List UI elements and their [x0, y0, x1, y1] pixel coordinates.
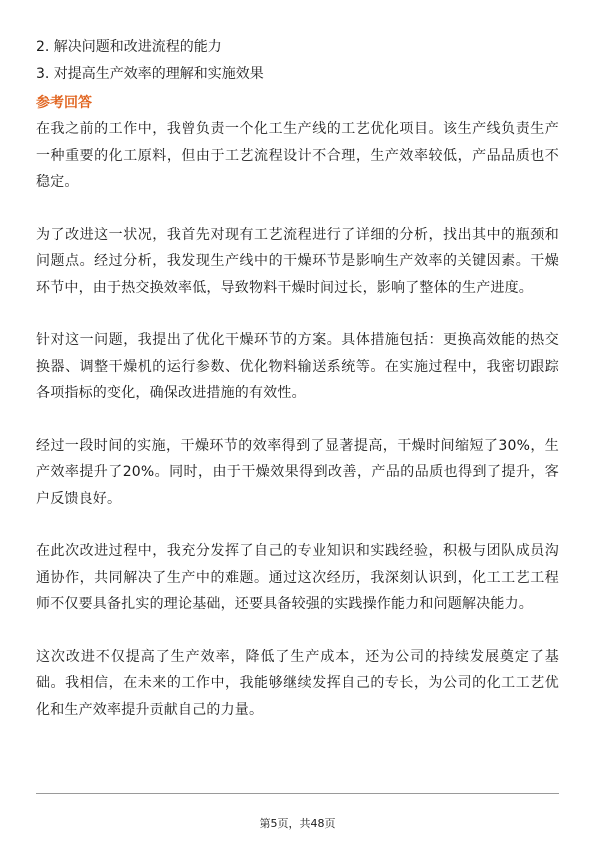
footer-divider	[36, 793, 559, 794]
answer-paragraph-analysis: 为了改进这一状况，我首先对现有工艺流程进行了详细的分析，找出其中的瓶颈和问题点。经过分析，我发现生产线中的干燥环节是影响生产效率的关键因素。干燥环节中，由于热交换效率低，导致物料干燥时间过长，影响了整体的生产进度。	[36, 226, 559, 296]
answer-paragraph-reflection: 在此次改进过程中，我充分发挥了自己的专业知识和实践经验，积极与团队成员沟通协作，共同解决了生产中的难题。通过这次经历，我深刻认识到，化工工艺工程师不仅要具备扎实的理论基础，还要具备较强的实践操作能力和问题解决能力。	[36, 543, 559, 612]
answer-paragraph-background: 在我之前的工作中，我曾负责一个化工生产线的工艺优化项目。该生产线负责生产一种重要的化工原料，但由于工艺流程设计不合理，生产效率较低，产品品质也不稳定。	[36, 121, 559, 190]
criteria-item-2: 2. 解决问题和改进流程的能力	[36, 39, 222, 55]
criteria-item-3: 3. 对提高生产效率的理解和实施效果	[36, 66, 264, 82]
answer-paragraph-results: 经过一段时间的实施，干燥环节的效率得到了显著提高，干燥时间缩短了30%，生产效率提升了20%。同时，由于干燥效果得到改善，产品的品质也得到了提升，客户反馈良好。	[36, 437, 559, 507]
answer-paragraph-solution: 针对这一问题，我提出了优化干燥环节的方案。具体措施包括：更换高效能的热交换器、调整干燥机的运行参数、优化物料输送系统等。在实施过程中，我密切跟踪各项指标的变化，确保改进措施的有效性。	[36, 332, 559, 401]
answer-paragraph-conclusion: 这次改进不仅提高了生产效率，降低了生产成本，还为公司的持续发展奠定了基础。我相信，在未来的工作中，我能够继续发挥自己的专长，为公司的化工工艺优化和生产效率提升贡献自己的力量。	[36, 648, 559, 718]
document-body	[36, 34, 559, 749]
page-number: 第5页，共48页	[259, 817, 336, 830]
answer-heading: 参考回答	[36, 95, 92, 111]
